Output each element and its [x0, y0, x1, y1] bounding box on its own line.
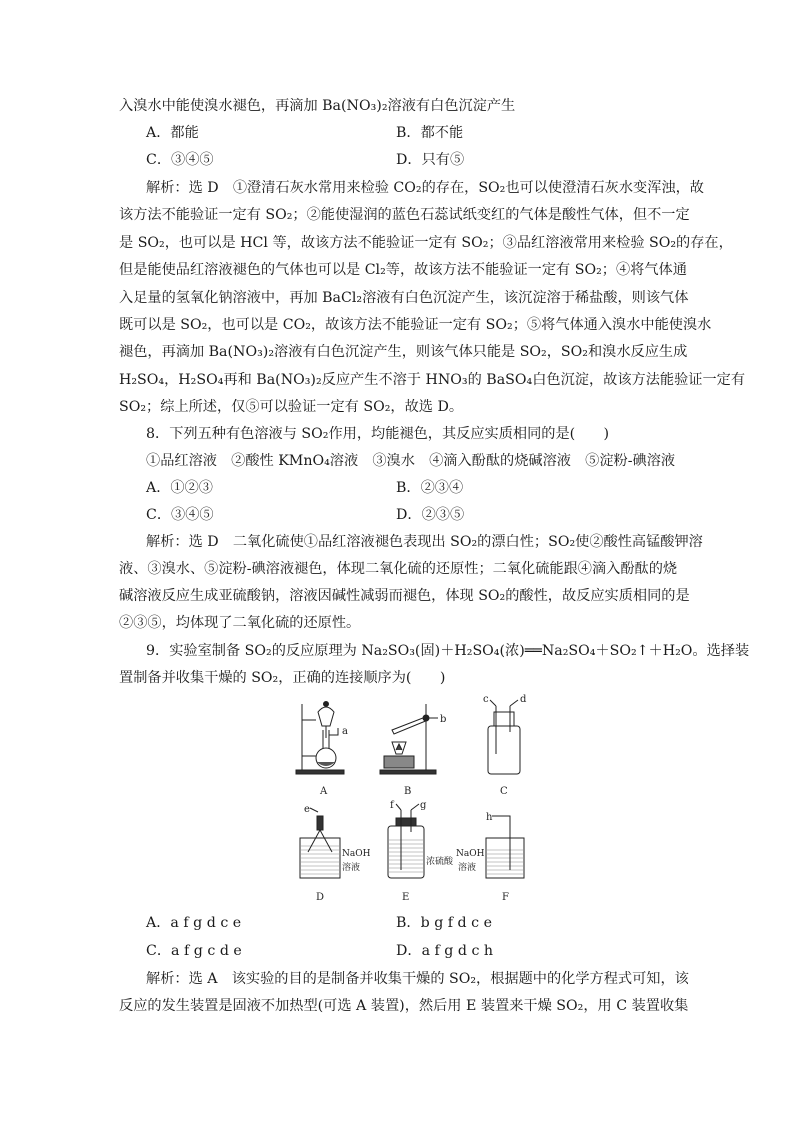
explanation-8-line: 液、③溴水、⑤淀粉-碘溶液褪色，体现二氧化硫的还原性；二氧化硫能跟④滴入酚酞的烧 [119, 561, 678, 577]
apparatus-label-b: B [404, 786, 412, 797]
explanation-9-line: 反应的发生装置是固液不加热型(可选 A 装置)，然后用 E 装置来干燥 SO₂，用 C 装置收集 [119, 998, 689, 1014]
explanation-7-line: 该方法不能验证一定有 SO₂；②能使湿润的蓝色石蕊试纸变红的气体是酸性气体，但不一定 [119, 207, 690, 223]
port-label-d: d [520, 694, 527, 705]
option-9c: C．a f g c d e [146, 943, 242, 959]
option-8c: C．③④⑤ [146, 507, 214, 523]
option-9b: B．b g f d c e [396, 915, 493, 931]
option-9d: D．a f g d c h [396, 943, 494, 959]
apparatus-a-flask-funnel [296, 702, 344, 775]
explanation-7-line: H₂SO₄，H₂SO₄再和 Ba(NO₃)₂反应产生不溶于 HNO₃的 BaSO₄白色沉淀，故该方法能验证一定有 [119, 372, 746, 388]
option-9a: A．a f g d c e [146, 915, 242, 931]
apparatus-label-e: E [402, 892, 410, 903]
port-label-g: g [420, 800, 427, 811]
port-label-f: f [390, 800, 394, 811]
explanation-7-line: 既可以是 SO₂，也可以是 CO₂，故该方法不能验证一定有 SO₂；⑤将气体通入溴水中能使溴水 [119, 317, 712, 333]
explanation-8-line: 碱溶液反应生成亚硫酸钠，溶液因碱性减弱而褪色，体现 SO₂的酸性，故反应实质相同的是 [119, 588, 690, 604]
explanation-7-line: SO₂；综上所述，仅⑤可以验证一定有 SO₂，故选 D。 [119, 399, 464, 415]
port-label-e: e [304, 804, 310, 815]
explanation-8-line: ②③⑤，均体现了二氧化硫的还原性。 [119, 615, 361, 631]
apparatus-c-gas-bottle [488, 700, 520, 774]
apparatus-label-f: F [502, 892, 509, 903]
question-8: 8．下列五种有色溶液与 SO₂作用，均能褪色，其反应实质相同的是( ) [146, 426, 610, 442]
apparatus-figure [280, 690, 540, 905]
reagent-naoh-d: NaOH [342, 849, 371, 859]
reagent-conc-acid: 浓硫酸 [426, 857, 454, 867]
option-7d: D．只有⑤ [396, 152, 465, 168]
port-label-h: h [486, 812, 493, 823]
explanation-7-line: 解析：选 D ①澄清石灰水常用来检验 CO₂的存在，SO₂也可以使澄清石灰水变浑浊，故 [146, 180, 704, 196]
apparatus-label-d: D [316, 892, 325, 903]
reagent-solution-f: 溶液 [458, 863, 477, 873]
apparatus-label-a: A [320, 786, 328, 797]
port-label-a: a [342, 726, 348, 737]
apparatus-e-acid-bottle [388, 804, 424, 878]
explanation-7-line: 褪色，再滴加 Ba(NO₃)₂溶液有白色沉淀产生，则该气体只能是 SO₂，SO₂和溴水反应生成 [119, 344, 688, 360]
apparatus-b-heated-tube [380, 704, 438, 774]
port-label-b: b [440, 714, 447, 725]
apparatus-label-c: C [500, 786, 508, 797]
port-label-c: c [483, 694, 489, 705]
apparatus-f-naoh-beaker [486, 816, 524, 878]
apparatus-d-naoh-beaker [300, 808, 340, 878]
option-7b: B．都不能 [396, 125, 464, 141]
question-9-line: 置制备并收集干燥的 SO₂，正确的连接顺序为( ) [119, 670, 446, 686]
option-8a: A．①②③ [146, 480, 213, 496]
explanation-7-line: 入足量的氢氧化钠溶液中，再加 BaCl₂溶液有白色沉淀产生，该沉淀溶于稀盐酸，则该气体 [119, 290, 689, 306]
question-8-solutions: ①品红溶液 ②酸性 KMnO₄溶液 ③溴水 ④滴入酚酞的烧碱溶液 ⑤淀粉-碘溶液 [146, 453, 676, 469]
option-7a: A．都能 [146, 125, 199, 141]
question-7-tail: 入溴水中能使溴水褪色，再滴加 Ba(NO₃)₂溶液有白色沉淀产生 [119, 98, 516, 114]
question-9-line: 9．实验室制备 SO₂的反应原理为 Na₂SO₃(固)＋H₂SO₄(浓)══Na₂SO₄＋SO₂↑＋H₂O。选择装 [146, 643, 750, 659]
option-8b: B．②③④ [396, 480, 464, 496]
reagent-naoh-f: NaOH [456, 849, 485, 859]
reagent-solution-d: 溶液 [342, 863, 361, 873]
explanation-9-line: 解析：选 A 该实验的目的是制备并收集干燥的 SO₂，根据题中的化学方程式可知，该 [146, 971, 689, 987]
option-7c: C．③④⑤ [146, 152, 214, 168]
explanation-8-line: 解析：选 D 二氧化硫使①品红溶液褪色表现出 SO₂的漂白性；SO₂使②酸性高锰酸钾溶 [146, 534, 703, 550]
apparatus-diagram [280, 690, 540, 905]
explanation-7-line: 是 SO₂，也可以是 HCl 等，故该方法不能验证一定有 SO₂；③品红溶液常用来检验 SO₂的存在， [119, 235, 733, 251]
option-8d: D．②③⑤ [396, 507, 465, 523]
explanation-7-line: 但是能使品红溶液褪色的气体也可以是 Cl₂等，故该方法不能验证一定有 SO₂；④将气体通 [119, 262, 687, 278]
